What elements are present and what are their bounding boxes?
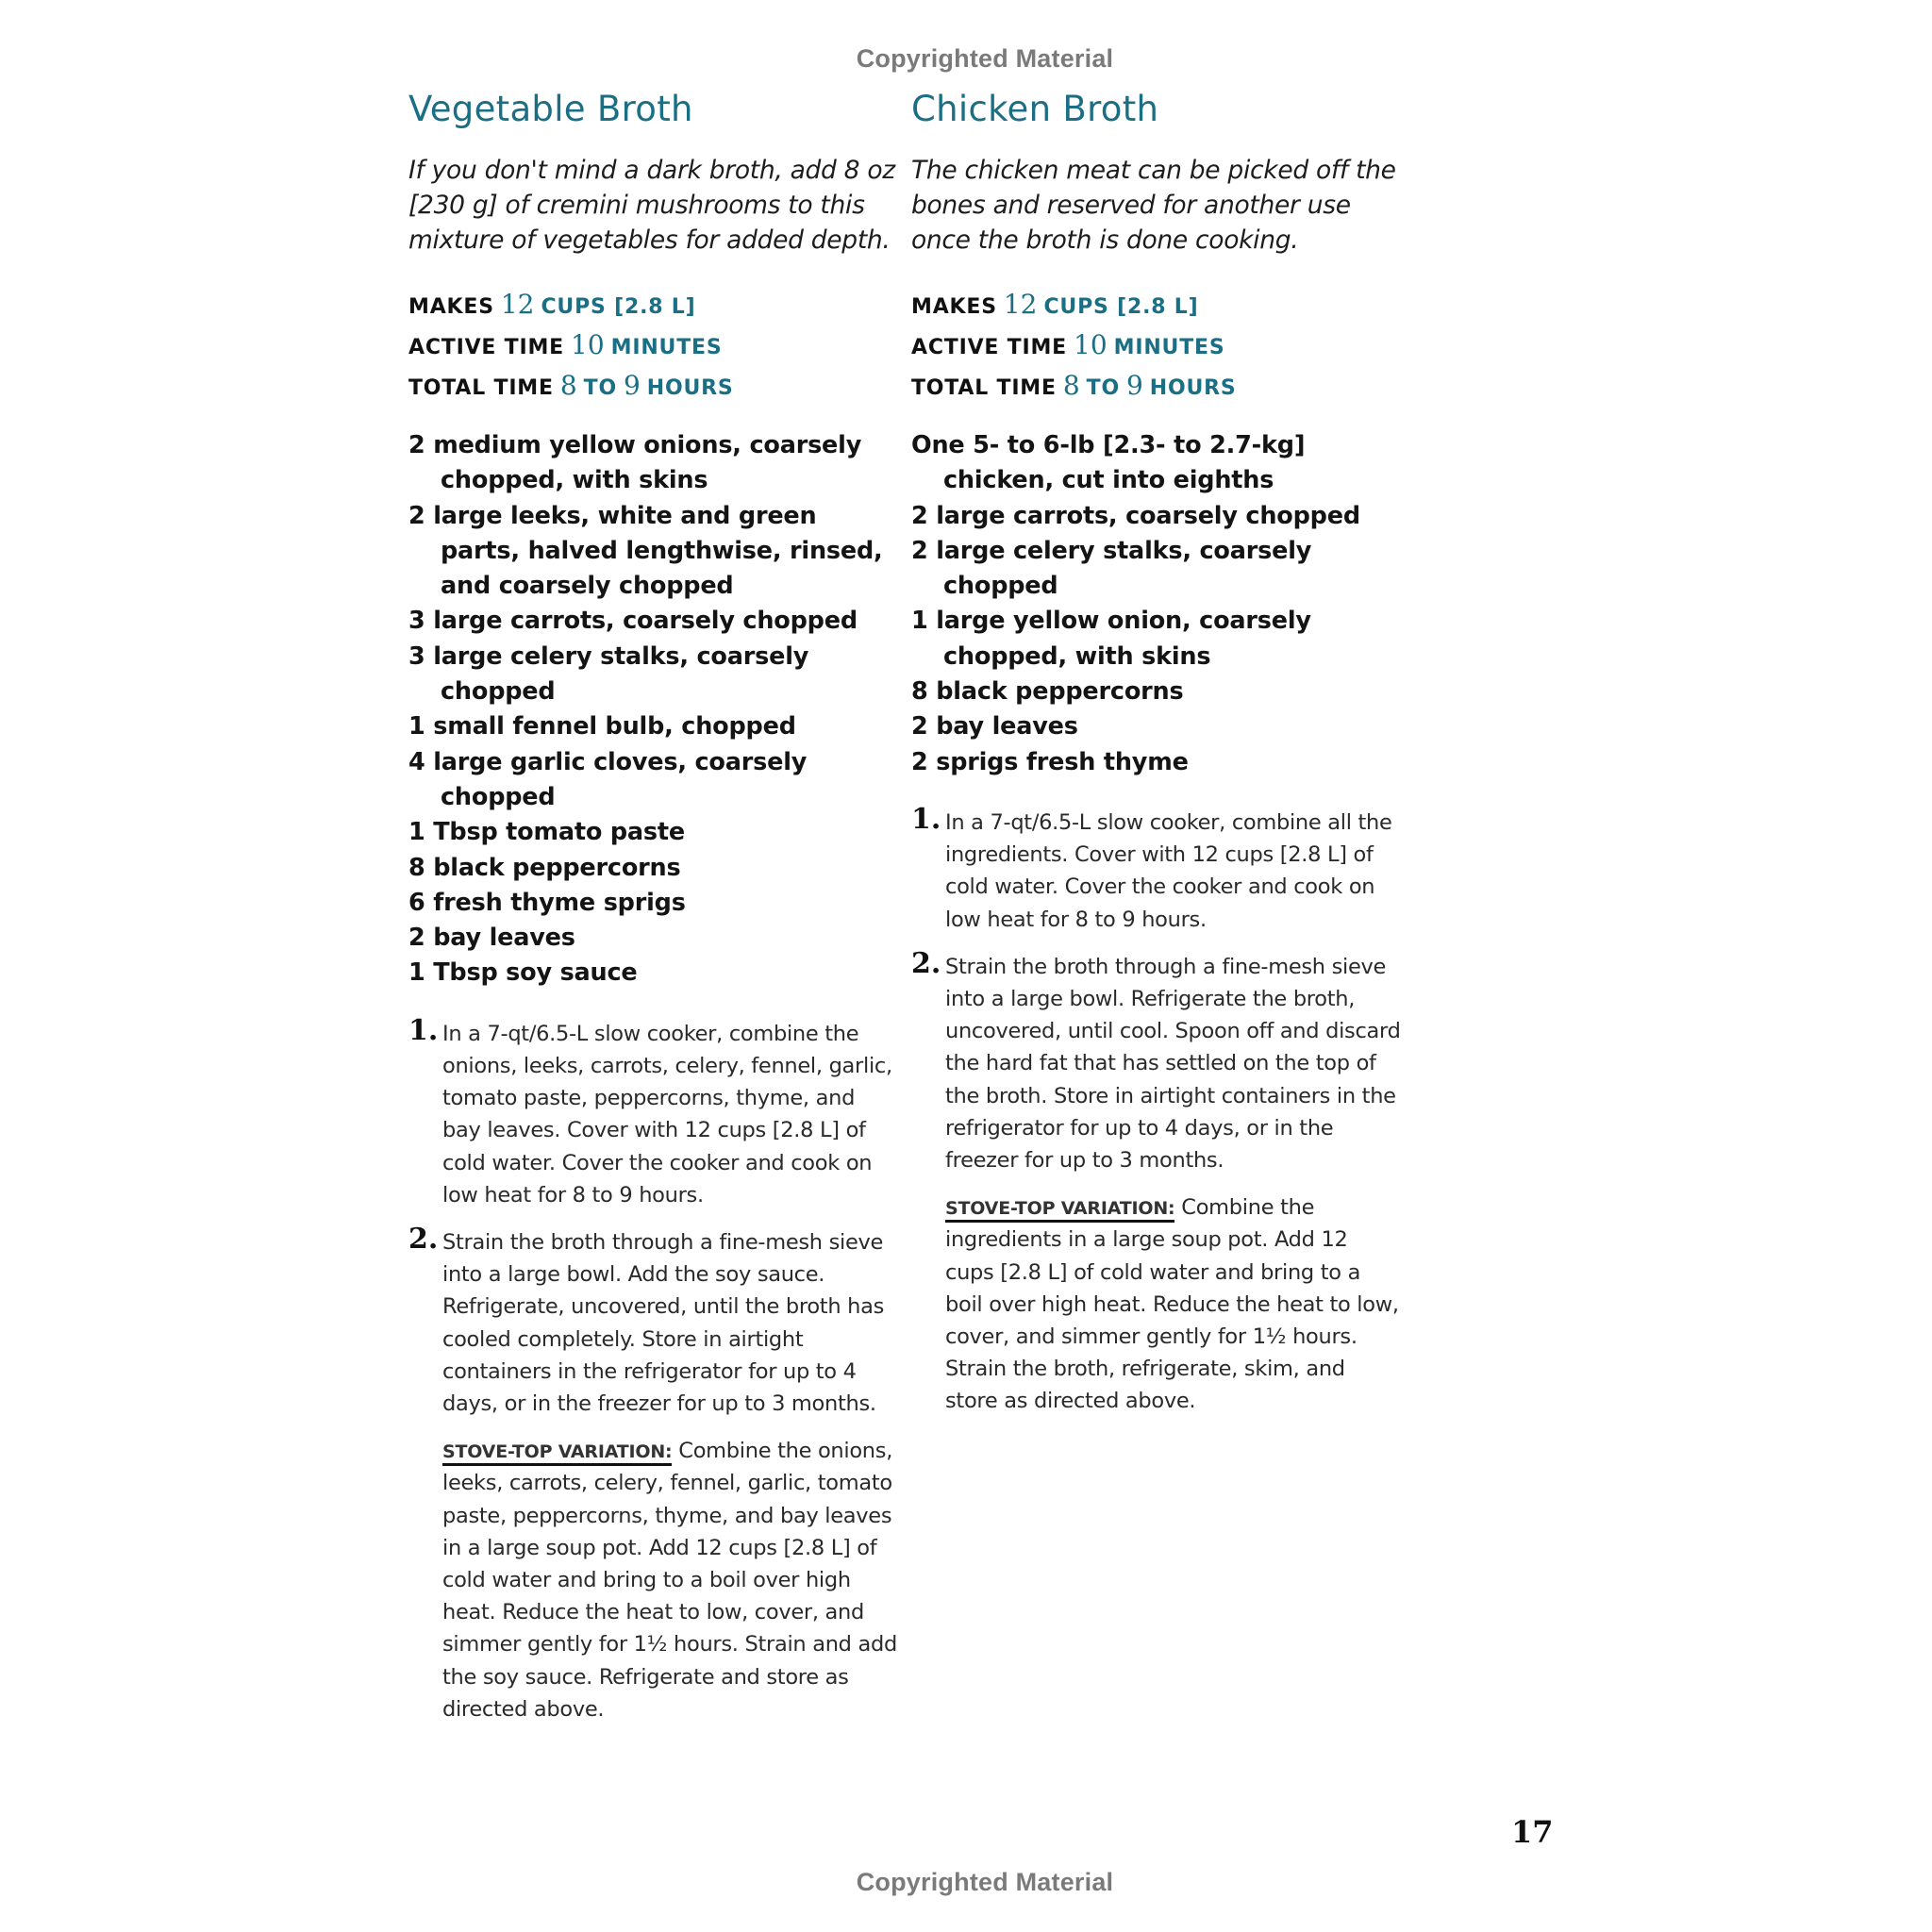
ingredient-item: 3 large celery stalks, coarsely chopped — [408, 641, 809, 707]
total-time-label: TOTAL TIME — [911, 376, 1057, 400]
ingredient-item: 1 small fennel bulb, chopped — [408, 712, 796, 741]
stove-top-variation — [911, 1191, 1402, 1417]
yield-label: MAKES — [408, 295, 494, 319]
recipe-meta — [408, 286, 899, 408]
active-time-unit: MINUTES — [610, 336, 723, 359]
total-time-label: TOTAL TIME — [408, 376, 554, 400]
step-item — [408, 1013, 899, 1211]
yield-number: 12 — [1003, 289, 1038, 320]
step-text: Strain the broth through a fine-mesh sieve into a large bowl. Refrigerate the broth, uncovered, until cool. Spoon off and discard the hard fat that has settled on the top of the broth. Store in airtight containers in the refrigerator for up to 4 days, or in the freezer for up to 3 months. — [945, 954, 1401, 1173]
recipe-intro: The chicken meat can be picked off the bones and reserved for another use once the broth is done cooking. — [911, 156, 1396, 255]
ingredient-list — [408, 428, 899, 991]
active-time-number: 10 — [571, 329, 605, 360]
ingredient-item: 8 black peppercorns — [408, 853, 681, 882]
recipe-vegetable-broth — [408, 87, 899, 1725]
step-number: 1. — [408, 1013, 439, 1047]
yield-label: MAKES — [911, 295, 997, 319]
total-time-max: 9 — [623, 370, 641, 401]
step-item — [911, 946, 1402, 1176]
ingredient-item: 2 large leeks, white and green parts, halved lengthwise, rinsed, and coarsely chopped — [408, 501, 883, 601]
recipe-chicken-broth — [911, 87, 1402, 1418]
active-time-line — [911, 326, 1402, 367]
step-item — [408, 1222, 899, 1420]
total-time-to: TO — [583, 376, 617, 400]
variation-text: Combine the onions, leeks, carrots, celery, fennel, garlic, tomato paste, peppercorns, thyme, and bay leaves in a large soup pot. Add 12 cups [2.8 L] of cold water and bring to a boil over high heat. Reduce the heat to low, cover, and simmer gently for 1½ hours. Strain and add the soy sauce. Refrigerate and store as directed above. — [442, 1439, 897, 1722]
ingredient-list — [911, 428, 1402, 780]
yield-unit: CUPS [2.8 L] — [541, 295, 696, 319]
total-time-unit: HOURS — [1149, 376, 1237, 400]
ingredient-item: 2 bay leaves — [911, 712, 1078, 741]
recipe-title: Vegetable Broth — [408, 89, 693, 129]
recipe-intro: If you don't mind a dark broth, add 8 oz [230 g] of cremini mushrooms to this mixture of vegetables for added depth. — [408, 156, 895, 255]
active-time-label: ACTIVE TIME — [408, 336, 564, 359]
ingredient-item: 1 Tbsp soy sauce — [408, 958, 638, 988]
total-time-line — [911, 367, 1402, 408]
total-time-to: TO — [1086, 376, 1120, 400]
step-text: In a 7-qt/6.5-L slow cooker, combine the onions, leeks, carrots, celery, fennel, garlic, tomato paste, peppercorns, thyme, and bay leaves. Cover with 12 cups [2.8 L] of cold water. Cover the cooker and cook on low heat for 8 to 9 hours. — [442, 1021, 892, 1208]
recipe-title: Chicken Broth — [911, 89, 1159, 129]
yield-line — [408, 286, 899, 326]
yield-line — [911, 286, 1402, 326]
step-number: 2. — [408, 1222, 439, 1256]
ingredient-item: 2 large celery stalks, coarsely chopped — [911, 536, 1312, 601]
ingredient-item: 2 medium yellow onions, coarsely chopped, with skins — [408, 431, 862, 495]
total-time-min: 8 — [1062, 370, 1080, 401]
ingredient-item: 3 large carrots, coarsely chopped — [408, 607, 858, 636]
step-text: In a 7-qt/6.5-L slow cooker, combine all the ingredients. Cover with 12 cups [2.8 L] of cold water. Cover the cooker and cook on low heat for 8 to 9 hours. — [945, 809, 1392, 932]
variation-label: STOVE-TOP VARIATION: — [945, 1198, 1174, 1223]
total-time-min: 8 — [559, 370, 577, 401]
variation-label: STOVE-TOP VARIATION: — [442, 1441, 672, 1466]
copyright-watermark-bottom: Copyrighted Material — [856, 1868, 1114, 1896]
ingredient-item: 1 large yellow onion, coarsely chopped, with skins — [911, 607, 1311, 671]
copyright-watermark-top: Copyrighted Material — [856, 44, 1114, 73]
ingredient-item: 2 bay leaves — [408, 924, 575, 953]
ingredient-item: One 5- to 6-lb [2.3- to 2.7-kg] chicken, cut into eighths — [911, 431, 1306, 495]
step-number: 1. — [911, 802, 941, 836]
yield-number: 12 — [500, 289, 535, 320]
step-number: 2. — [911, 946, 941, 980]
step-item — [911, 802, 1402, 936]
active-time-label: ACTIVE TIME — [911, 336, 1067, 359]
yield-unit: CUPS [2.8 L] — [1043, 295, 1199, 319]
method-steps — [911, 802, 1402, 1418]
total-time-line — [408, 367, 899, 408]
stove-top-variation — [408, 1435, 899, 1725]
step-text: Strain the broth through a fine-mesh sieve into a large bowl. Add the soy sauce. Refrigerate, uncovered, until the broth has cooled completely. Store in airtight containers in the refrigerator for up to 4 days, or in the freezer for up to 3 months. — [442, 1229, 885, 1416]
total-time-unit: HOURS — [646, 376, 734, 400]
active-time-number: 10 — [1074, 329, 1108, 360]
total-time-max: 9 — [1125, 370, 1143, 401]
ingredient-item: 2 large carrots, coarsely chopped — [911, 501, 1360, 530]
active-time-unit: MINUTES — [1113, 336, 1225, 359]
recipe-meta — [911, 286, 1402, 408]
variation-text: Combine the ingredients in a large soup pot. Add 12 cups [2.8 L] of cold water and bring to a boil over high heat. Reduce the heat to low, cover, and simmer gently for 1½ hours. Strain the broth, refrigerate, skim, and store as directed above. — [945, 1195, 1399, 1414]
method-steps — [408, 1013, 899, 1725]
ingredient-item: 6 fresh thyme sprigs — [408, 888, 686, 917]
page-number: 17 — [1511, 1814, 1554, 1850]
ingredient-item: 8 black peppercorns — [911, 677, 1184, 707]
active-time-line — [408, 326, 899, 367]
ingredient-item: 2 sprigs fresh thyme — [911, 747, 1189, 776]
ingredient-item: 4 large garlic cloves, coarsely chopped — [408, 747, 808, 811]
ingredient-item: 1 Tbsp tomato paste — [408, 818, 685, 847]
